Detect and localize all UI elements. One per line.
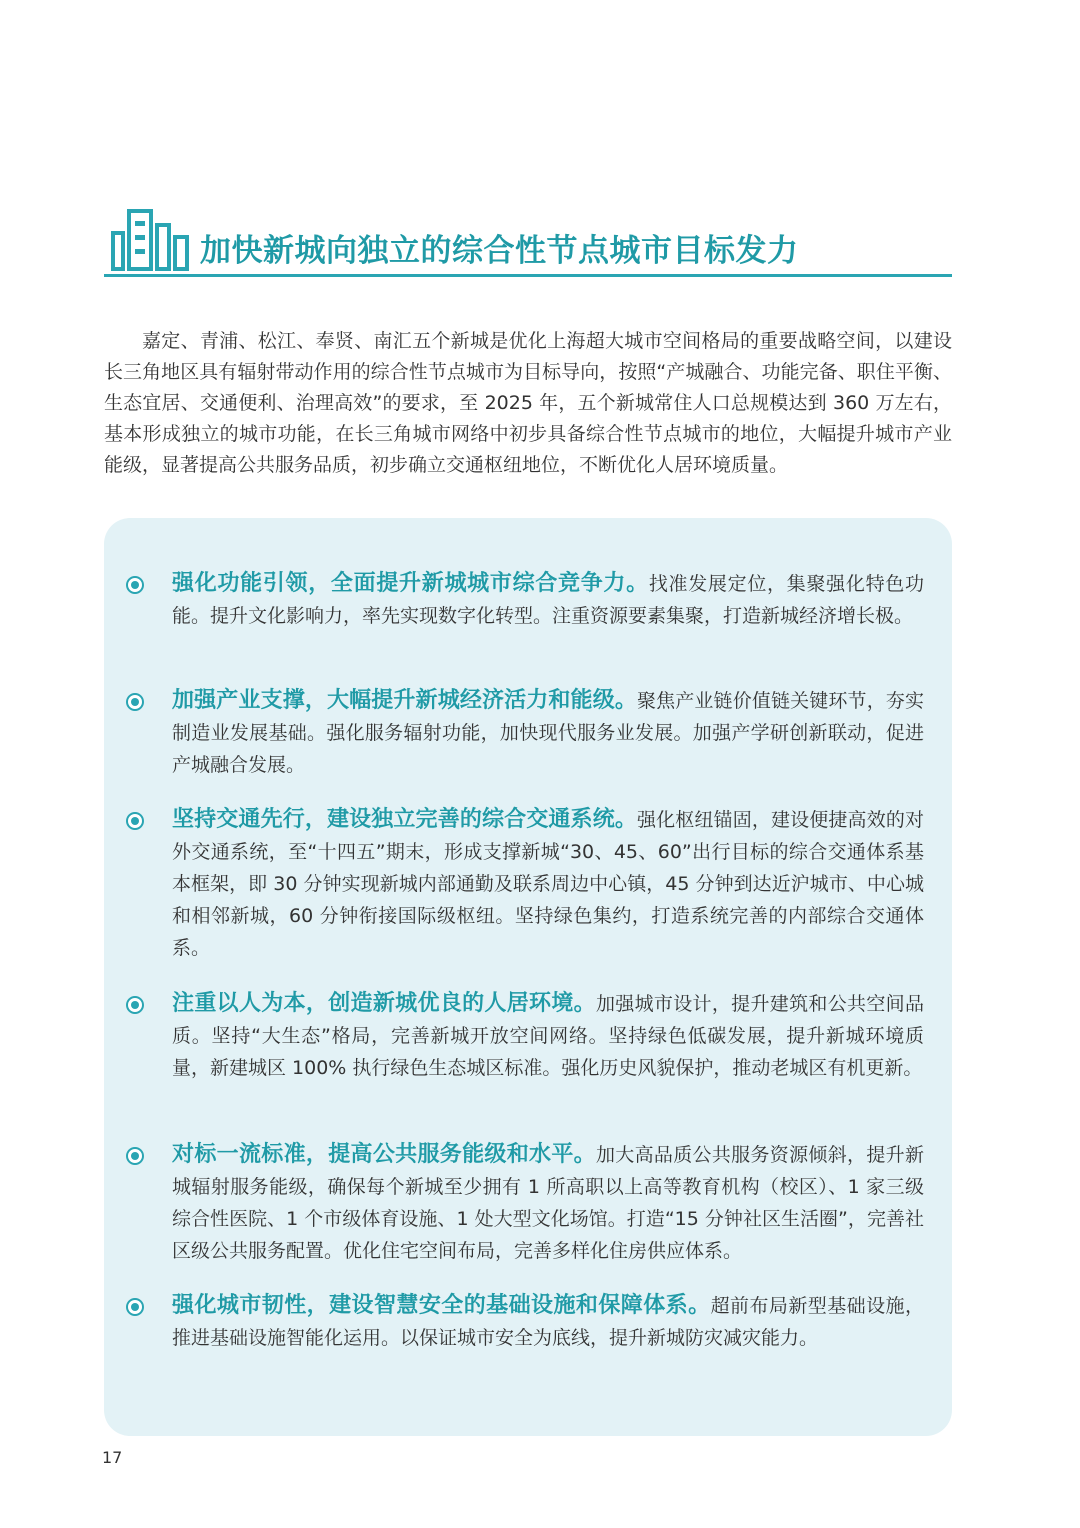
section-title: 加快新城向独立的综合性节点城市目标发力 [200,233,799,269]
item-body: 聚焦产业链价值链关键环节，夯实制造业发展基础。强化服务辐射功能，加快现代服务业发展。加强产学研创新联动，促进产城融合发展。 [172,690,924,776]
item-lead: 强化功能引领，全面提升新城城市综合竞争力。 [172,571,649,596]
list-item-text [172,1139,924,1267]
list-item-text [172,804,924,964]
item-body: 强化枢纽锚固，建设便捷高效的对外交通系统，至“十四五”期末，形成支撑新城“30、45、60”出行目标的综合交通体系基本框架，即 30 分钟实现新城内部通勤及联系周边中心镇，45 分钟到达近沪城市、中心城和相邻新城，60 分钟衔接国际级枢纽。坚持绿色集约，打造系统完善的内部综合交通体系。 [172,809,924,959]
list-item-text [172,1290,924,1354]
page-number: 17 [102,1448,123,1467]
list-item-text [172,685,924,781]
bullet-icon [126,693,144,711]
bullet-icon [126,1147,144,1165]
item-body: 找准发展定位，集聚强化特色功能。提升文化影响力，率先实现数字化转型。注重资源要素集聚，打造新城经济增长极。 [172,573,924,627]
bullet-icon [126,576,144,594]
item-body: 超前布局新型基础设施，推进基础设施智能化运用。以保证城市安全为底线，提升新城防灾减灾能力。 [172,1295,924,1349]
city-buildings-icon [110,207,192,271]
item-body: 加大高品质公共服务资源倾斜，提升新城辐射服务能级，确保每个新城至少拥有 1 所高职以上高等教育机构（校区）、1 家三级综合性医院、1 个市级体育设施、1 处大型文化场馆。打造“15 分钟社区生活圈”，完善社区级公共服务配置。优化住宅空间布局，完善多样化住房供应体系。 [172,1144,924,1262]
section-heading [104,205,952,277]
intro-paragraph: 嘉定、青浦、松江、奉贤、南汇五个新城是优化上海超大城市空间格局的重要战略空间，以建设长三角地区具有辐射带动作用的综合性节点城市为目标导向，按照“产城融合、功能完备、职住平衡、生态宜居、交通便利、治理高效”的要求，至 2025 年，五个新城常住人口总规模达到 360 万左右，基本形成独立的城市功能，在长三角城市网络中初步具备综合性节点城市的地位，大幅提升城市产业能级，显著提高公共服务品质，初步确立交通枢纽地位，不断优化人居环境质量。 [104,330,952,476]
bullet-icon [126,996,144,1014]
list-item-text [172,568,924,632]
list-item-text [172,988,924,1084]
item-lead: 对标一流标准，提高公共服务能级和水平。 [172,1142,596,1167]
key-tasks-panel [104,518,952,1436]
item-lead: 强化城市韧性，建设智慧安全的基础设施和保障体系。 [172,1293,711,1318]
bullet-icon [126,1298,144,1316]
item-lead: 加强产业支撑，大幅提升新城经济活力和能级。 [172,688,637,713]
bullet-icon [126,812,144,830]
item-body: 加强城市设计，提升建筑和公共空间品质。坚持“大生态”格局，完善新城开放空间网络。坚持绿色低碳发展，提升新城环境质量，新建城区 100% 执行绿色生态城区标准。强化历史风貌保护，推动老城区有机更新。 [172,993,924,1079]
item-lead: 坚持交通先行，建设独立完善的综合交通系统。 [172,807,637,832]
title-underline [104,274,952,277]
item-lead: 注重以人为本，创造新城优良的人居环境。 [172,991,596,1016]
